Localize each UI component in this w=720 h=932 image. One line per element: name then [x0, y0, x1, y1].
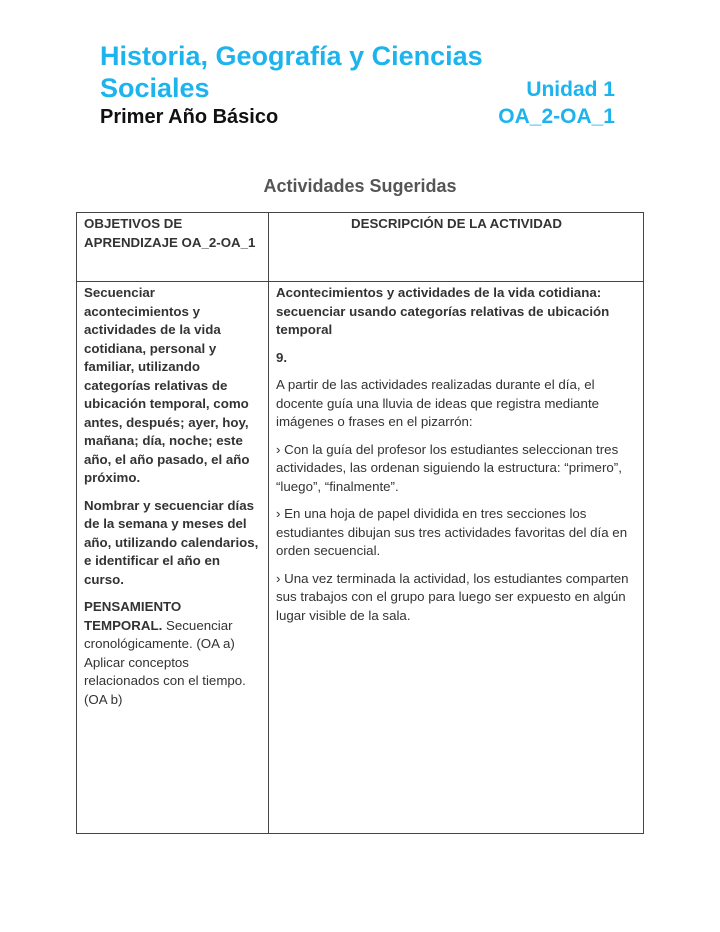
objective-paragraph-1: Secuenciar acontecimientos y actividades de la vida cotidiana, personal y familiar, utilizando categorías relativas de ubicación temporal, como antes, después; ayer, hoy, mañana; día, noche; este año, el año pasado, el año próximo. [84, 285, 250, 485]
objectives-column-header: OBJETIVOS DE APRENDIZAJE OA_2-OA_1 [77, 213, 269, 282]
activities-table [76, 212, 644, 834]
description-column-header: DESCRIPCIÓN DE LA ACTIVIDAD [269, 213, 644, 282]
skill-text-1: Secuenciar cronológicamente. (OA a) [84, 617, 235, 651]
skill-paragraph [84, 598, 262, 709]
subject-title-line1: Historia, Geografía y Ciencias [100, 41, 483, 71]
grade-label: Primer Año Básico [100, 106, 279, 128]
skill-label: PENSAMIENTO TEMPORAL. [84, 599, 182, 633]
table-header-row [77, 213, 644, 282]
description-cell [269, 282, 644, 834]
header-row-2 [100, 72, 615, 104]
document-header [100, 40, 615, 130]
table-row [77, 282, 644, 834]
section-title: Actividades Sugeridas [263, 176, 457, 196]
objective-paragraph-2: Nombrar y secuenciar días de la semana y meses del año, utilizando calendarios, e identificar el año en curso. [84, 497, 259, 587]
header-row-3 [100, 104, 615, 130]
activity-step-3: › Una vez terminada la actividad, los estudiantes comparten sus trabajos con el grupo para luego ser expuesto en algún lugar visible de la sala. [276, 570, 629, 623]
unit-label: Unidad 1 [526, 78, 615, 101]
activity-step-2: › En una hoja de papel dividida en tres secciones los estudiantes dibujan sus tres actividades favoritas del día en orden secuencial. [276, 506, 628, 558]
activity-heading: Acontecimientos y actividades de la vida cotidiana: secuenciar usando categorías relativas de ubicación temporal [276, 285, 610, 337]
activity-step-1: › Con la guía del profesor los estudiantes seleccionan tres actividades, las ordenan siguiendo la estructura: “primero”, “luego”, “finalmente”. [276, 441, 622, 494]
activity-number: 9. [276, 349, 288, 365]
subject-title-line2: Sociales [100, 73, 210, 103]
skill-text-2: Aplicar conceptos relacionados con el tiempo. (OA b) [84, 654, 246, 707]
objectives-cell [77, 282, 269, 834]
oa-code-label: OA_2-OA_1 [498, 105, 615, 128]
activity-intro: A partir de las actividades realizadas durante el día, el docente guía una lluvia de ideas que registra mediante imágenes o frases en el pizarrón: [276, 377, 600, 429]
